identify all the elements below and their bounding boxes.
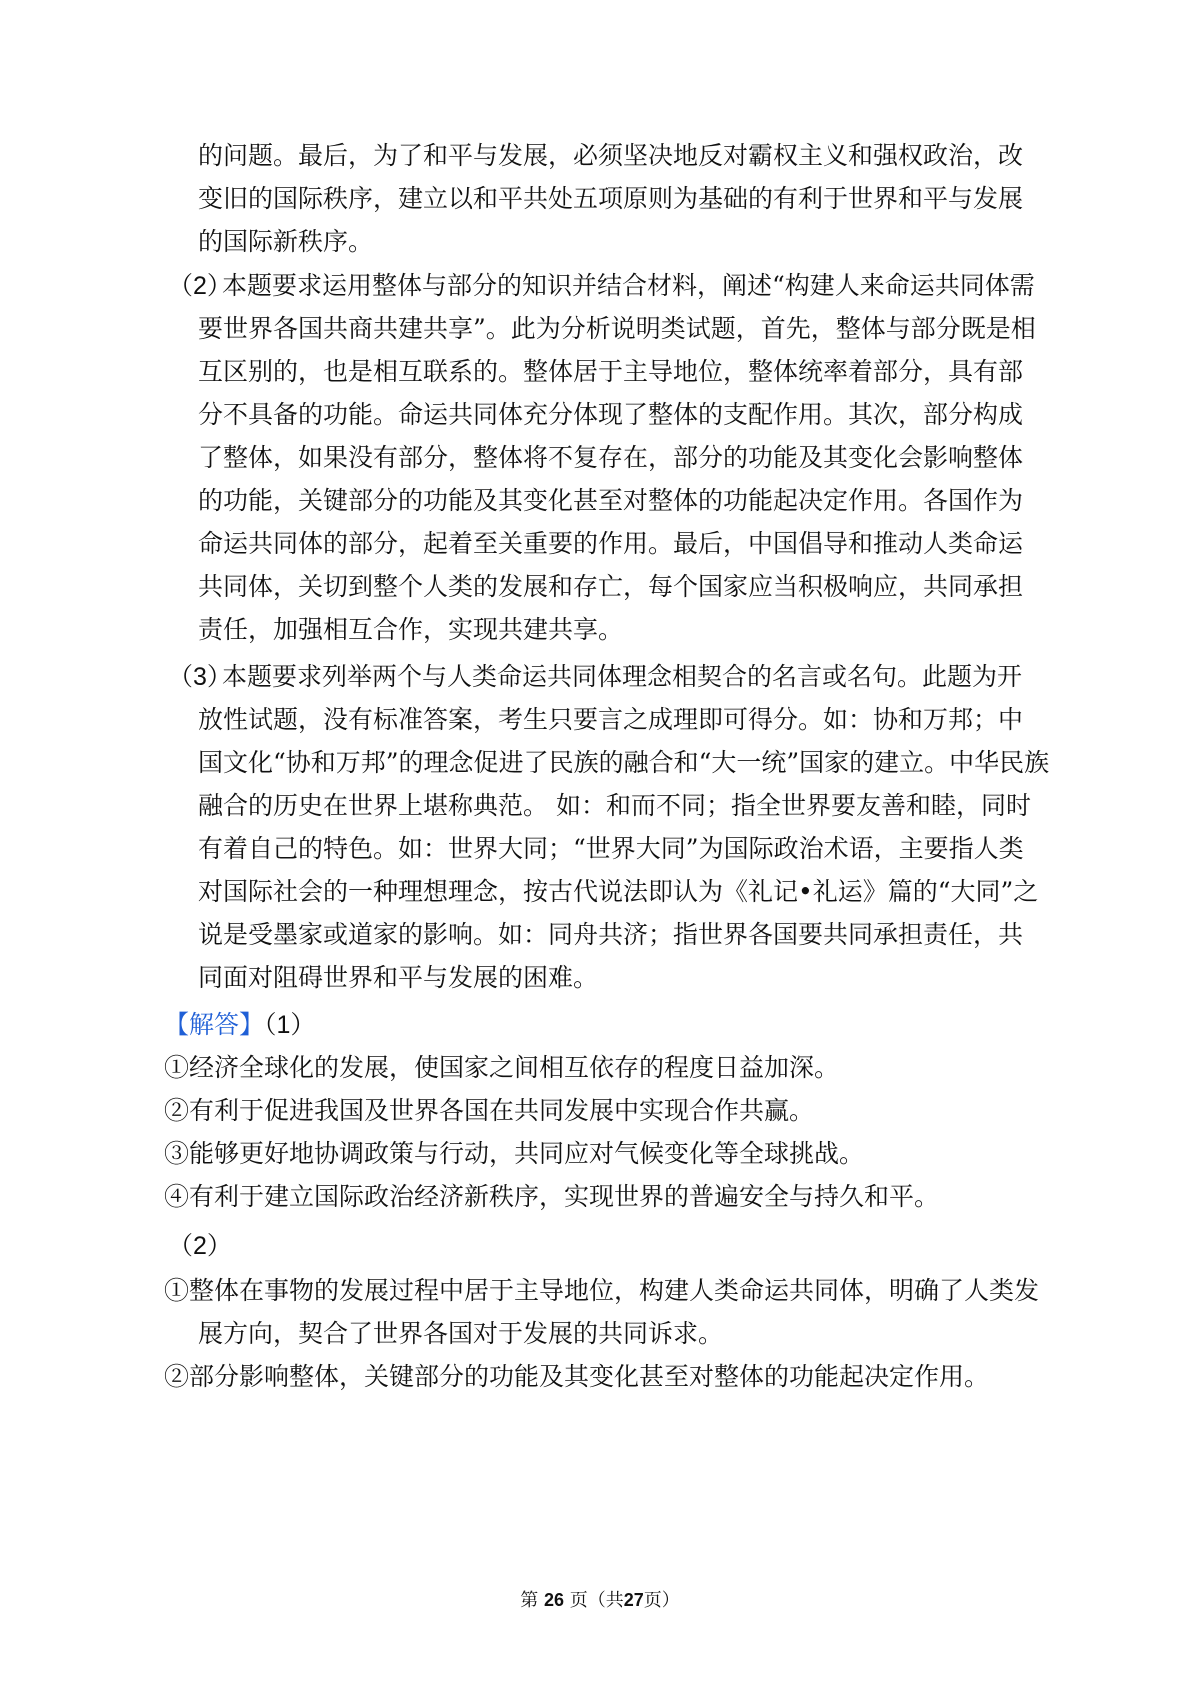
item-number: （2）: [168, 272, 232, 300]
text-line: 要世界各国共商共建共享”。此为分析说明类试题，首先，整体与部分既是相: [198, 314, 1036, 343]
text-line: 共同体，关切到整个人类的发展和存亡，每个国家应当积极响应，共同承担: [198, 572, 1024, 601]
text-line: 有着自己的特色。如：世界大同；“世界大同”为国际政治术语，主要指人类: [198, 834, 1024, 863]
answer-item: ①经济全球化的发展，使国家之间相互依存的程度日益加深。: [164, 1053, 840, 1082]
text-line: 说是受墨家或道家的影响。如：同舟共济；指世界各国要共同承担责任，共: [198, 920, 1024, 949]
text-line: 对国际社会的一种理想理念，按古代说法即认为《礼记•礼运》篇的“大同”之: [198, 877, 1039, 906]
text-line: 的国际新秩序。: [198, 227, 374, 256]
text-line: 分不具备的功能。命运共同体充分体现了整体的支配作用。其次，部分构成: [198, 400, 1024, 429]
total-pages: 27: [623, 1590, 644, 1610]
item-number: （3）: [168, 663, 232, 691]
item-number: （2）: [168, 1232, 232, 1260]
page-number: 26: [543, 1590, 564, 1610]
text-line: 的问题。最后，为了和平与发展，必须坚决地反对霸权主义和强权政治，改: [198, 141, 1024, 170]
text-line: 的功能，关键部分的功能及其变化甚至对整体的功能起决定作用。各国作为: [198, 486, 1024, 515]
text-line: 责任，加强相互合作，实现共建共享。: [198, 615, 624, 644]
text-line: 同面对阻碍世界和平与发展的困难。: [198, 963, 599, 992]
item-number: （1）: [264, 1011, 316, 1039]
answer-item: ③能够更好地协调政策与行动，共同应对气候变化等全球挑战。: [164, 1139, 865, 1168]
answer-heading: [164, 1009, 315, 1041]
answer-item: ④有利于建立国际政治经济新秩序，实现世界的普遍安全与持久和平。: [164, 1182, 940, 1211]
page-footer: [0, 1588, 1200, 1613]
footer-suffix: 页）: [643, 1590, 680, 1611]
footer-mid: 页（共: [569, 1590, 624, 1611]
text-line: 本题要求运用整体与部分的知识并结合材料，阐述“构建人来命运共同体需: [222, 271, 1035, 300]
answer-item: ②有利于促进我国及世界各国在共同发展中实现合作共赢。: [164, 1096, 815, 1125]
text-line: 变旧的国际秩序，建立以和平共处五项原则为基础的有利于世界和平与发展: [198, 184, 1024, 213]
text-line: 国文化“协和万邦”的理念促进了民族的融合和“大一统”国家的建立。中华民族: [198, 748, 1050, 777]
text-line: 融合的历史在世界上堪称典范。 如：和而不同；指全世界要友善和睦，同时: [198, 791, 1031, 820]
text-line: 了整体，如果没有部分，整体将不复存在，部分的功能及其变化会影响整体: [198, 443, 1024, 472]
text-line: 本题要求列举两个与人类命运共同体理念相契合的名言或名句。此题为开: [222, 662, 1023, 691]
answer-item-continuation: 展方向，契合了世界各国对于发展的共同诉求。: [198, 1319, 724, 1348]
text-line: 放性试题，没有标准答案，考生只要言之成理即可得分。如：协和万邦；中: [198, 705, 1024, 734]
text-line: 命运共同体的部分，起着至关重要的作用。最后，中国倡导和推动人类命运: [198, 529, 1024, 558]
answer-item: ②部分影响整体，关键部分的功能及其变化甚至对整体的功能起决定作用。: [164, 1362, 990, 1391]
footer-prefix: 第: [520, 1590, 539, 1611]
text-line: 互区别的，也是相互联系的。整体居于主导地位，整体统率着部分，具有部: [198, 357, 1024, 386]
answer-item: ①整体在事物的发展过程中居于主导地位，构建人类命运共同体，明确了人类发: [164, 1276, 1040, 1305]
answer-label: 【解答】: [164, 1010, 265, 1039]
